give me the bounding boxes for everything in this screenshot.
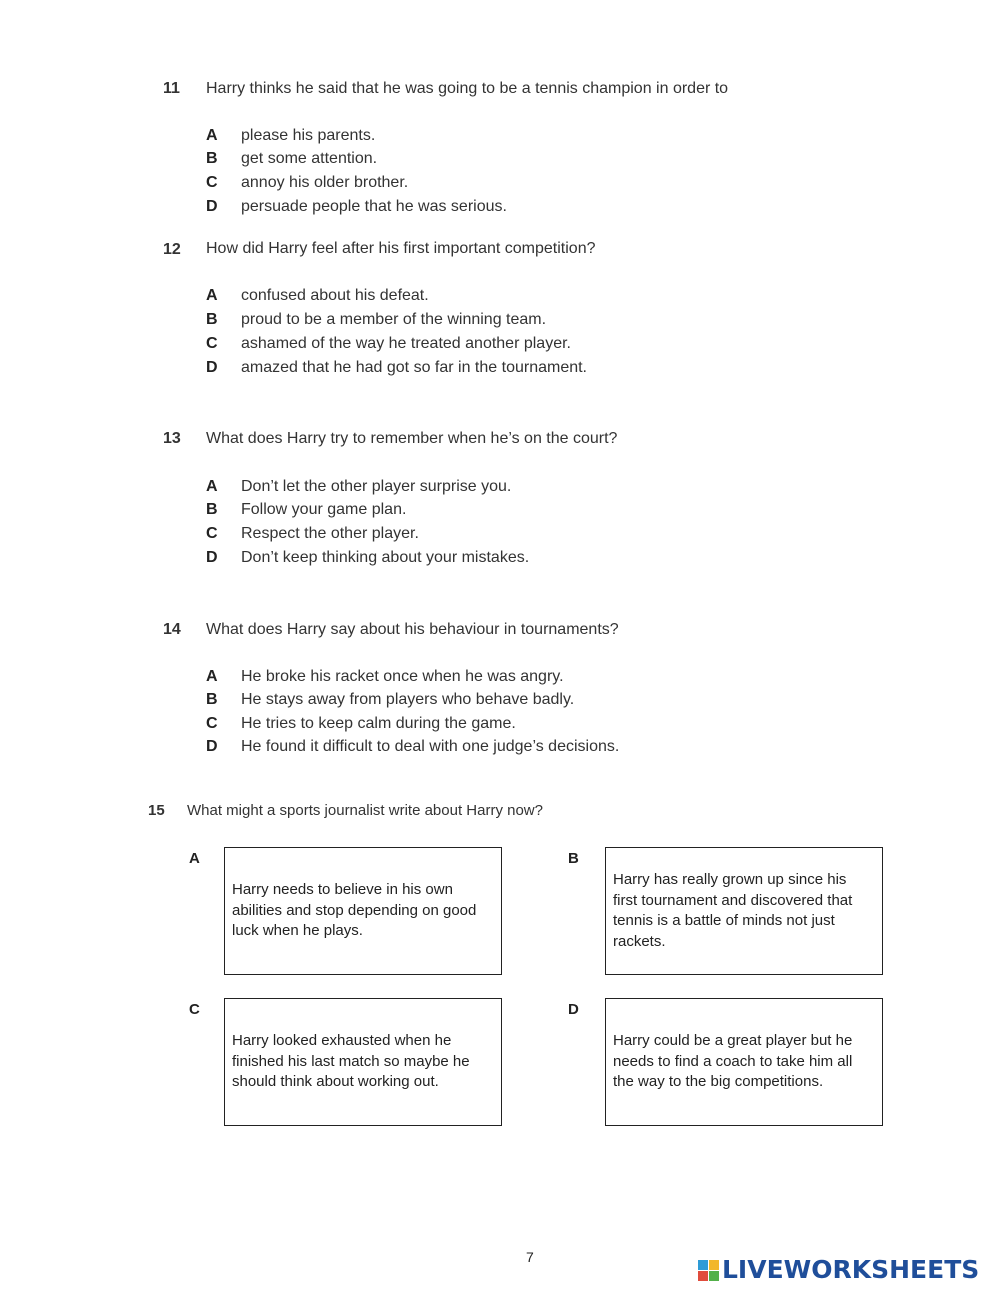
- option-text: Respect the other player.: [241, 525, 419, 542]
- option-letter: C: [206, 525, 218, 542]
- logo-square-icon: [709, 1271, 719, 1281]
- option-text: get some attention.: [241, 150, 378, 167]
- answer-box-text: Harry could be a great player but he needs to find a coach to take him all the way to the big competitions.: [613, 1032, 853, 1091]
- option-text: He found it difficult to deal with one judge’s decisions.: [241, 738, 620, 755]
- option-letter: B: [206, 311, 218, 328]
- option-text: confused about his defeat.: [241, 287, 429, 304]
- option-letter: B: [206, 501, 218, 518]
- option-13-c[interactable]: [0, 525, 1000, 547]
- answer-box-c[interactable]: [224, 998, 502, 1126]
- answer-box-d[interactable]: [605, 998, 883, 1126]
- option-letter: A: [206, 127, 218, 144]
- option-letter: C: [206, 174, 218, 191]
- option-text: amazed that he had got so far in the tournament.: [241, 359, 587, 376]
- box-label-d: D: [568, 1001, 579, 1018]
- question-number: 13: [163, 430, 181, 447]
- option-letter: D: [206, 198, 218, 215]
- option-letter: A: [206, 478, 218, 495]
- option-letter: B: [206, 691, 218, 708]
- option-text: please his parents.: [241, 127, 376, 144]
- option-letter: D: [206, 738, 218, 755]
- option-12-c[interactable]: [0, 335, 1000, 357]
- question-text: How did Harry feel after his first important competition?: [206, 240, 596, 257]
- logo-mark-icon: [698, 1260, 719, 1281]
- question-text: What does Harry say about his behaviour in tournaments?: [206, 621, 619, 638]
- logo-text: LIVEWORKSHEETS: [722, 1255, 980, 1284]
- option-14-c[interactable]: [0, 715, 1000, 737]
- question-text: Harry thinks he said that he was going to be a tennis champion in order to: [206, 80, 729, 97]
- question-number: 11: [163, 80, 180, 97]
- option-text: Don’t keep thinking about your mistakes.: [241, 549, 530, 566]
- option-letter: D: [206, 549, 218, 566]
- option-text: He stays away from players who behave badly.: [241, 691, 575, 708]
- option-text: He broke his racket once when he was angry.: [241, 668, 564, 685]
- option-letter: A: [206, 668, 218, 685]
- box-label-b: B: [568, 850, 579, 867]
- logo-square-icon: [698, 1271, 708, 1281]
- option-11-b[interactable]: [0, 150, 1000, 172]
- option-text: persuade people that he was serious.: [241, 198, 507, 215]
- option-14-d[interactable]: [0, 738, 1000, 760]
- answer-box-b[interactable]: [605, 847, 883, 975]
- answer-box-text: Harry has really grown up since his first tournament and discovered that tennis is a battle of minds not just rackets.: [613, 871, 853, 950]
- question-15-text: What might a sports journalist write about Harry now?: [187, 802, 543, 819]
- option-text: ashamed of the way he treated another player.: [241, 335, 571, 352]
- option-letter: D: [206, 359, 218, 376]
- option-letter: B: [206, 150, 218, 167]
- option-13-b[interactable]: [0, 501, 1000, 523]
- page-number: 7: [526, 1249, 534, 1265]
- option-text: He tries to keep calm during the game.: [241, 715, 516, 732]
- option-11-d[interactable]: [0, 198, 1000, 220]
- option-text: proud to be a member of the winning team.: [241, 311, 547, 328]
- question-text: What does Harry try to remember when he’s on the court?: [206, 430, 618, 447]
- option-text: annoy his older brother.: [241, 174, 409, 191]
- option-13-a[interactable]: [0, 478, 1000, 500]
- logo-square-icon: [709, 1260, 719, 1270]
- box-label-a: A: [189, 850, 200, 867]
- option-11-a[interactable]: [0, 127, 1000, 149]
- option-text: Follow your game plan.: [241, 501, 407, 518]
- box-label-c: C: [189, 1001, 200, 1018]
- question-number: 14: [163, 621, 181, 638]
- answer-box-text: Harry looked exhausted when he finished his last match so maybe he should think about working out.: [232, 1032, 470, 1091]
- option-letter: C: [206, 335, 218, 352]
- option-14-a[interactable]: [0, 668, 1000, 690]
- option-12-a[interactable]: [0, 287, 1000, 309]
- option-12-d[interactable]: [0, 359, 1000, 381]
- question-15-number: 15: [148, 802, 165, 819]
- option-14-b[interactable]: [0, 691, 1000, 713]
- option-text: Don’t let the other player surprise you.: [241, 478, 512, 495]
- question-number: 12: [163, 241, 181, 258]
- logo-square-icon: [698, 1260, 708, 1270]
- option-letter: A: [206, 287, 218, 304]
- option-11-c[interactable]: [0, 174, 1000, 196]
- answer-box-text: Harry needs to believe in his own abilities and stop depending on good luck when he plays.: [232, 881, 477, 940]
- liveworksheets-logo: [698, 1255, 979, 1285]
- option-letter: C: [206, 715, 218, 732]
- option-12-b[interactable]: [0, 311, 1000, 333]
- answer-box-a[interactable]: [224, 847, 502, 975]
- option-13-d[interactable]: [0, 549, 1000, 571]
